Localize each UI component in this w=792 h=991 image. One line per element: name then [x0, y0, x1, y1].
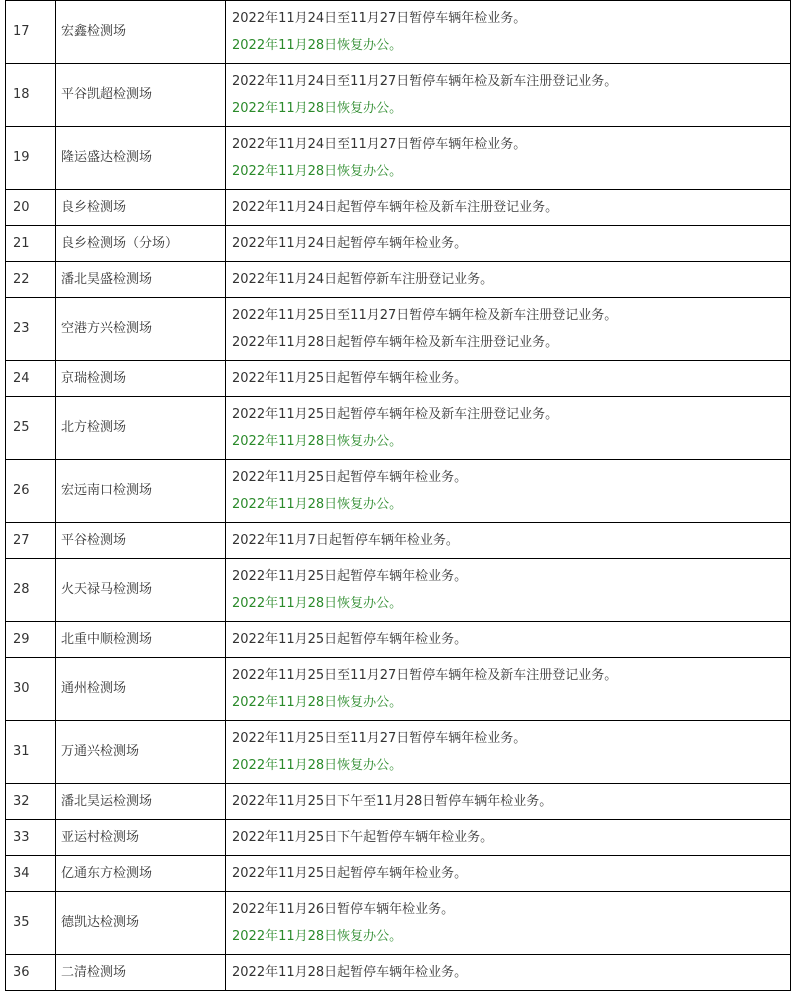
station-name: 京瑞检测场 — [56, 361, 226, 397]
station-name: 亚运村检测场 — [56, 820, 226, 856]
suspension-notice: 2022年11月25日至11月27日暂停车辆年检及新车注册登记业务。 — [232, 667, 618, 683]
resume-notice: 2022年11月28日恢复办公。 — [232, 928, 403, 944]
row-number: 36 — [6, 955, 56, 991]
status-description — [226, 820, 791, 856]
resume-notice: 2022年11月28日恢复办公。 — [232, 757, 403, 773]
resume-notice: 2022年11月28日恢复办公。 — [232, 433, 403, 449]
inspection-stations-table — [5, 0, 791, 991]
status-description — [226, 262, 791, 298]
row-number: 18 — [6, 64, 56, 127]
table-row — [6, 361, 791, 397]
row-number: 31 — [6, 721, 56, 784]
row-number: 20 — [6, 190, 56, 226]
row-number: 29 — [6, 622, 56, 658]
suspension-notice: 2022年11月24日起暂停车辆年检及新车注册登记业务。 — [232, 199, 559, 215]
suspension-notice: 2022年11月25日起暂停车辆年检业务。 — [232, 631, 468, 647]
station-name: 万通兴检测场 — [56, 721, 226, 784]
status-description — [226, 622, 791, 658]
status-description — [226, 226, 791, 262]
row-number: 35 — [6, 892, 56, 955]
table-row — [6, 460, 791, 523]
row-number: 28 — [6, 559, 56, 622]
status-description — [226, 1, 791, 64]
table-body — [6, 1, 791, 991]
status-description — [226, 298, 791, 361]
table-row — [6, 820, 791, 856]
row-number: 27 — [6, 523, 56, 559]
status-description — [226, 64, 791, 127]
station-name: 潘北昊运检测场 — [56, 784, 226, 820]
station-name: 平谷检测场 — [56, 523, 226, 559]
table-row — [6, 190, 791, 226]
station-name: 德凯达检测场 — [56, 892, 226, 955]
row-number: 22 — [6, 262, 56, 298]
station-name: 北重中顺检测场 — [56, 622, 226, 658]
suspension-notice: 2022年11月25日起暂停车辆年检业务。 — [232, 568, 468, 584]
resume-notice: 2022年11月28日恢复办公。 — [232, 37, 403, 53]
station-name: 隆运盛达检测场 — [56, 127, 226, 190]
row-number: 21 — [6, 226, 56, 262]
status-description — [226, 190, 791, 226]
row-number: 32 — [6, 784, 56, 820]
suspension-notice: 2022年11月25日起暂停车辆年检及新车注册登记业务。 — [232, 406, 559, 422]
table-row — [6, 1, 791, 64]
status-description — [226, 127, 791, 190]
station-name: 良乡检测场（分场） — [56, 226, 226, 262]
table-row — [6, 955, 791, 991]
station-name: 空港方兴检测场 — [56, 298, 226, 361]
status-description — [226, 658, 791, 721]
suspension-notice: 2022年11月28日起暂停车辆年检业务。 — [232, 964, 468, 980]
table-row — [6, 892, 791, 955]
row-number: 19 — [6, 127, 56, 190]
station-name: 北方检测场 — [56, 397, 226, 460]
row-number: 23 — [6, 298, 56, 361]
resume-notice: 2022年11月28日恢复办公。 — [232, 496, 403, 512]
suspension-notice: 2022年11月25日下午起暂停车辆年检业务。 — [232, 829, 494, 845]
station-name: 通州检测场 — [56, 658, 226, 721]
row-number: 34 — [6, 856, 56, 892]
suspension-notice: 2022年11月25日下午至11月28日暂停车辆年检业务。 — [232, 793, 553, 809]
suspension-notice: 2022年11月25日至11月27日暂停车辆年检及新车注册登记业务。 — [232, 307, 618, 323]
status-description — [226, 784, 791, 820]
suspension-notice: 2022年11月25日起暂停车辆年检业务。 — [232, 469, 468, 485]
table-row — [6, 298, 791, 361]
status-description — [226, 559, 791, 622]
resume-notice: 2022年11月28日恢复办公。 — [232, 100, 403, 116]
status-description — [226, 361, 791, 397]
table-row — [6, 622, 791, 658]
row-number: 26 — [6, 460, 56, 523]
table-row — [6, 127, 791, 190]
table-row — [6, 856, 791, 892]
table-row — [6, 784, 791, 820]
status-description — [226, 721, 791, 784]
station-name: 亿通东方检测场 — [56, 856, 226, 892]
station-name: 平谷凯超检测场 — [56, 64, 226, 127]
station-name: 火天禄马检测场 — [56, 559, 226, 622]
table-row — [6, 523, 791, 559]
table-row — [6, 397, 791, 460]
table-row — [6, 226, 791, 262]
station-name: 宏远南口检测场 — [56, 460, 226, 523]
suspension-notice: 2022年11月28日起暂停车辆年检及新车注册登记业务。 — [232, 334, 559, 350]
suspension-notice: 2022年11月25日起暂停车辆年检业务。 — [232, 370, 468, 386]
resume-notice: 2022年11月28日恢复办公。 — [232, 163, 403, 179]
station-name: 二清检测场 — [56, 955, 226, 991]
table-row — [6, 559, 791, 622]
suspension-notice: 2022年11月24日起暂停车辆年检业务。 — [232, 235, 468, 251]
row-number: 25 — [6, 397, 56, 460]
table-row — [6, 64, 791, 127]
station-name: 宏鑫检测场 — [56, 1, 226, 64]
suspension-notice: 2022年11月24日起暂停新车注册登记业务。 — [232, 271, 494, 287]
station-name: 良乡检测场 — [56, 190, 226, 226]
resume-notice: 2022年11月28日恢复办公。 — [232, 595, 403, 611]
row-number: 33 — [6, 820, 56, 856]
status-description — [226, 460, 791, 523]
suspension-notice: 2022年11月25日起暂停车辆年检业务。 — [232, 865, 468, 881]
table-row — [6, 658, 791, 721]
suspension-notice: 2022年11月26日暂停车辆年检业务。 — [232, 901, 455, 917]
table-row — [6, 721, 791, 784]
station-name: 潘北昊盛检测场 — [56, 262, 226, 298]
resume-notice: 2022年11月28日恢复办公。 — [232, 694, 403, 710]
suspension-notice: 2022年11月24日至11月27日暂停车辆年检业务。 — [232, 10, 527, 26]
suspension-notice: 2022年11月25日至11月27日暂停车辆年检业务。 — [232, 730, 527, 746]
status-description — [226, 955, 791, 991]
table-row — [6, 262, 791, 298]
status-description — [226, 892, 791, 955]
row-number: 17 — [6, 1, 56, 64]
status-description — [226, 523, 791, 559]
suspension-notice: 2022年11月7日起暂停车辆年检业务。 — [232, 532, 459, 548]
status-description — [226, 397, 791, 460]
row-number: 30 — [6, 658, 56, 721]
suspension-notice: 2022年11月24日至11月27日暂停车辆年检及新车注册登记业务。 — [232, 73, 618, 89]
row-number: 24 — [6, 361, 56, 397]
suspension-notice: 2022年11月24日至11月27日暂停车辆年检业务。 — [232, 136, 527, 152]
status-description — [226, 856, 791, 892]
